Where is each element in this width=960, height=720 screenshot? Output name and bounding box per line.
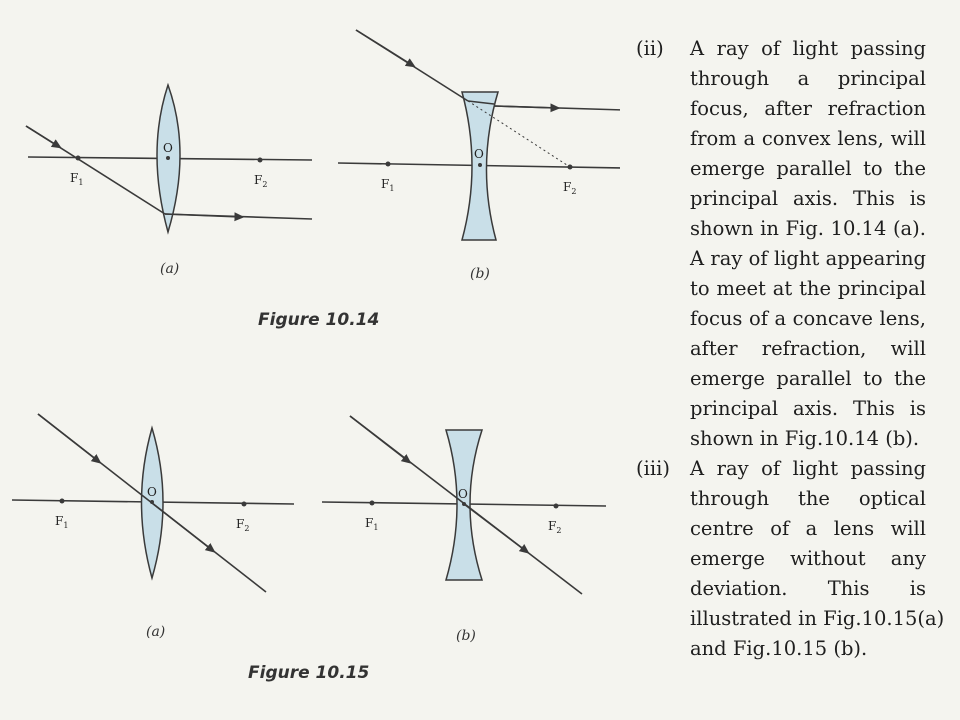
text-line: through a principal — [690, 67, 926, 90]
text-line: principal axis. This is — [690, 397, 926, 420]
figure-10-15-title: Figure 10.15 — [248, 663, 370, 683]
text-line: A ray of light passing — [690, 37, 926, 60]
label-f1: $F_1$ — [70, 171, 84, 187]
item-number: (iii) — [636, 457, 670, 480]
label-f2: $F_2$ — [236, 517, 250, 533]
label-f1: $F_1$ — [55, 514, 69, 530]
optical-centre — [166, 156, 170, 160]
ray-arrow — [26, 126, 58, 146]
text-line: emerge without any — [690, 547, 926, 570]
item-body — [690, 454, 945, 664]
figure-10-14-a — [26, 85, 312, 277]
focus-point-f2 — [554, 504, 559, 509]
focus-point-f1 — [60, 499, 65, 504]
ray-arrow — [38, 414, 98, 461]
text-line: centre of a lens will — [690, 517, 926, 540]
text-line: deviation. This is — [690, 577, 926, 600]
text-line: focus of a concave lens, — [690, 307, 926, 330]
text-line: from a convex lens, will — [690, 127, 926, 150]
optical-centre — [478, 163, 482, 167]
focus-point-f2 — [258, 158, 263, 163]
caption-b: (b) — [470, 266, 490, 282]
focus-point-f2 — [242, 502, 247, 507]
ray-arrow — [350, 416, 408, 461]
text-line: shown in Fig.10.14 (b). — [690, 427, 920, 450]
text-line: A ray of light passing — [690, 457, 926, 480]
figure-10-15-a — [12, 414, 294, 640]
ray-arrow — [356, 30, 412, 65]
optical-centre — [462, 502, 466, 506]
item-iii — [636, 454, 945, 664]
focus-point-f1 — [76, 156, 81, 161]
label-o: O — [147, 485, 157, 499]
caption-a: (a) — [160, 261, 180, 277]
text-line: after refraction, will — [690, 337, 926, 360]
ray-arrow — [494, 106, 556, 108]
caption-a: (a) — [146, 624, 166, 640]
caption-b: (b) — [456, 628, 476, 644]
text-line: to meet at the principal — [690, 277, 926, 300]
label-f1: $F_1$ — [381, 177, 395, 193]
figure-10-14-b — [338, 30, 620, 282]
figure-10-15-b — [322, 416, 606, 644]
figure-10-14-title: Figure 10.14 — [258, 310, 380, 330]
text-line: focus, after refraction — [690, 97, 926, 120]
label-f2: $F_2$ — [548, 519, 562, 535]
label-f1: $F_1$ — [365, 516, 379, 532]
focus-point-f1 — [386, 162, 391, 167]
label-f2: $F_2$ — [254, 173, 268, 189]
text-line: A ray of light appearing — [690, 247, 926, 270]
item-number: (ii) — [636, 37, 664, 60]
optical-centre — [150, 500, 154, 504]
item-ii — [636, 34, 936, 454]
text-line: emerge parallel to the — [690, 367, 926, 390]
item-body — [690, 34, 926, 454]
text-line: illustrated in Fig.10.15(a) — [690, 607, 945, 630]
text-line: emerge parallel to the — [690, 157, 926, 180]
text-line: shown in Fig. 10.14 (a). — [690, 217, 926, 240]
text-line: through the optical — [690, 487, 926, 510]
focus-point-f2 — [568, 165, 573, 170]
text-line: and Fig.10.15 (b). — [690, 637, 868, 660]
label-o: O — [458, 487, 468, 501]
label-o: O — [474, 147, 484, 161]
label-o: O — [163, 141, 173, 155]
label-f2: $F_2$ — [563, 180, 577, 196]
text-line: principal axis. This is — [690, 187, 926, 210]
focus-point-f1 — [370, 501, 375, 506]
explanation-column — [636, 34, 945, 664]
